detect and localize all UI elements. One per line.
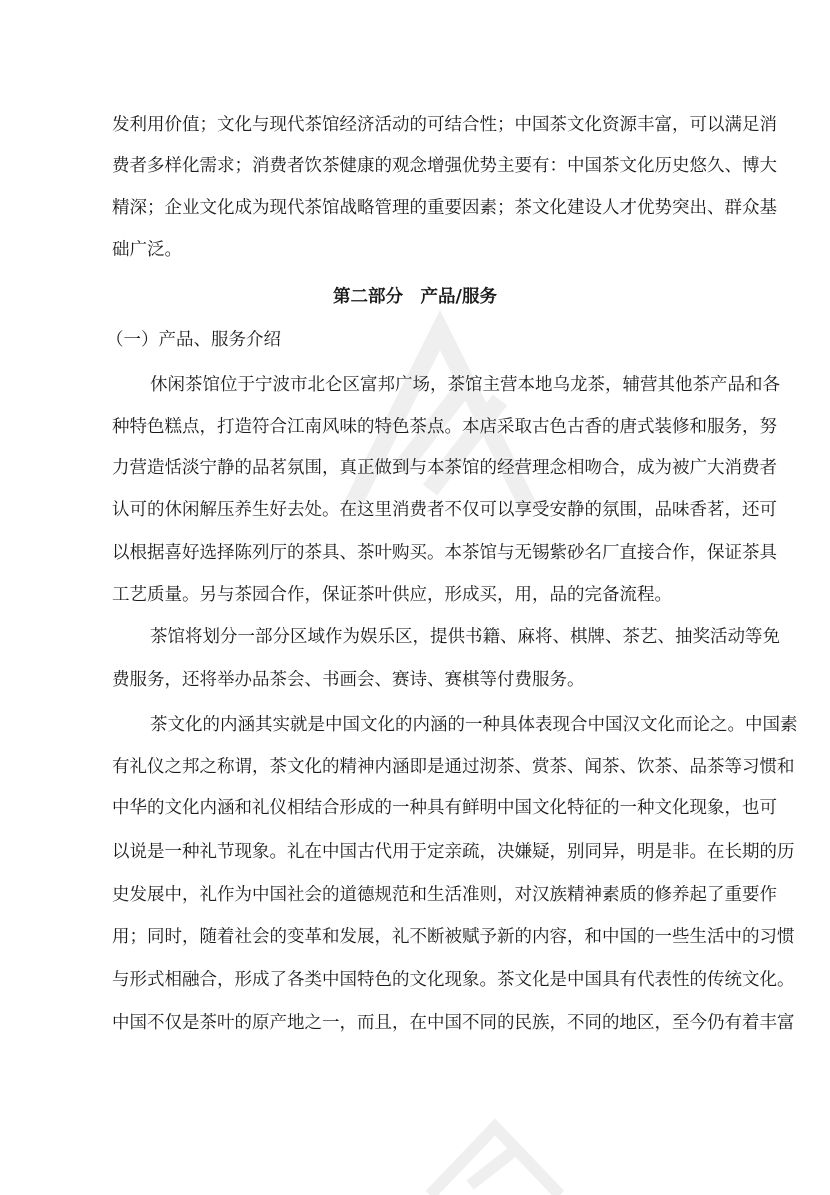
text-line: 中国不仅是茶叶的原产地之一，而且，在中国不同的民族，不同的地区，至今仍有着丰富 (112, 1013, 795, 1033)
section-title: 第二部分 产品/服务 (333, 287, 497, 307)
text-line: 以根据喜好选择陈列厅的茶具、茶叶购买。本茶馆与无锡紫砂名厂直接合作，保证茶具 (112, 543, 777, 563)
text-line: 种特色糕点，打造符合江南风味的特色茶点。本店采取古色古香的唐式装修和服务，努 (112, 417, 777, 437)
text-line: 费服务，还将举办品茶会、书画会、赛诗、赛棋等付费服务。 (112, 670, 585, 690)
text-line: 史发展中，礼作为中国社会的道德规范和生活准则，对汉族精神素质的修养起了重要作 (112, 885, 777, 905)
text-line: 发利用价值；文化与现代茶馆经济活动的可结合性；中国茶文化资源丰富，可以满足消 (112, 115, 777, 135)
text-line: 费者多样化需求；消费者饮茶健康的观念增强优势主要有：中国茶文化历史悠久、博大 (112, 156, 777, 176)
text-line: 茶文化的内涵其实就是中国文化的内涵的一种具体表现合中国汉文化而论之。中国素 (150, 715, 798, 735)
text-line: 础广泛。 (112, 240, 182, 260)
text-line: 有礼仪之邦之称谓，茶文化的精神内涵即是通过沏茶、赏茶、闻茶、饮茶、品茶等习惯和 (112, 757, 795, 777)
text-line: 精深；企业文化成为现代茶馆战略管理的重要因素；茶文化建设人才优势突出、群众基 (112, 198, 777, 218)
text-line: 茶馆将划分一部分区域作为娱乐区，提供书籍、麻将、棋牌、茶艺、抽奖活动等免 (150, 627, 780, 647)
text-line: 力营造恬淡宁静的品茗氛围，真正做到与本茶馆的经营理念相吻合，成为被广大消费者 (112, 458, 777, 478)
text-line: 认可的休闲解压养生好去处。在这里消费者不仅可以享受安静的氛围，品味香茗，还可 (112, 500, 777, 520)
watermark-icon (330, 270, 550, 530)
text-line: 与形式相融合，形成了各类中国特色的文化现象。茶文化是中国具有代表性的传统文化。 (112, 970, 795, 990)
text-line: 用；同时，随着社会的变革和发展，礼不断被赋予新的内容，和中国的一些生活中的习惯 (112, 927, 795, 947)
subsection-title: （一）产品、服务介绍 (106, 330, 281, 350)
text-line: 休闲茶馆位于宁波市北仑区富邦广场，茶馆主营本地乌龙茶，辅营其他茶产品和各 (150, 375, 780, 395)
text-line: 中华的文化内涵和礼仪相结合形成的一种具有鲜明中国文化特征的一种文化现象，也可 (112, 798, 777, 818)
watermark-icon (420, 1115, 570, 1195)
text-line: 工艺质量。另与茶园合作，保证茶叶供应，形成买，用，品的完备流程。 (112, 585, 672, 605)
text-line: 以说是一种礼节现象。礼在中国古代用于定亲疏，决嫌疑，别同异，明是非。在长期的历 (112, 842, 795, 862)
